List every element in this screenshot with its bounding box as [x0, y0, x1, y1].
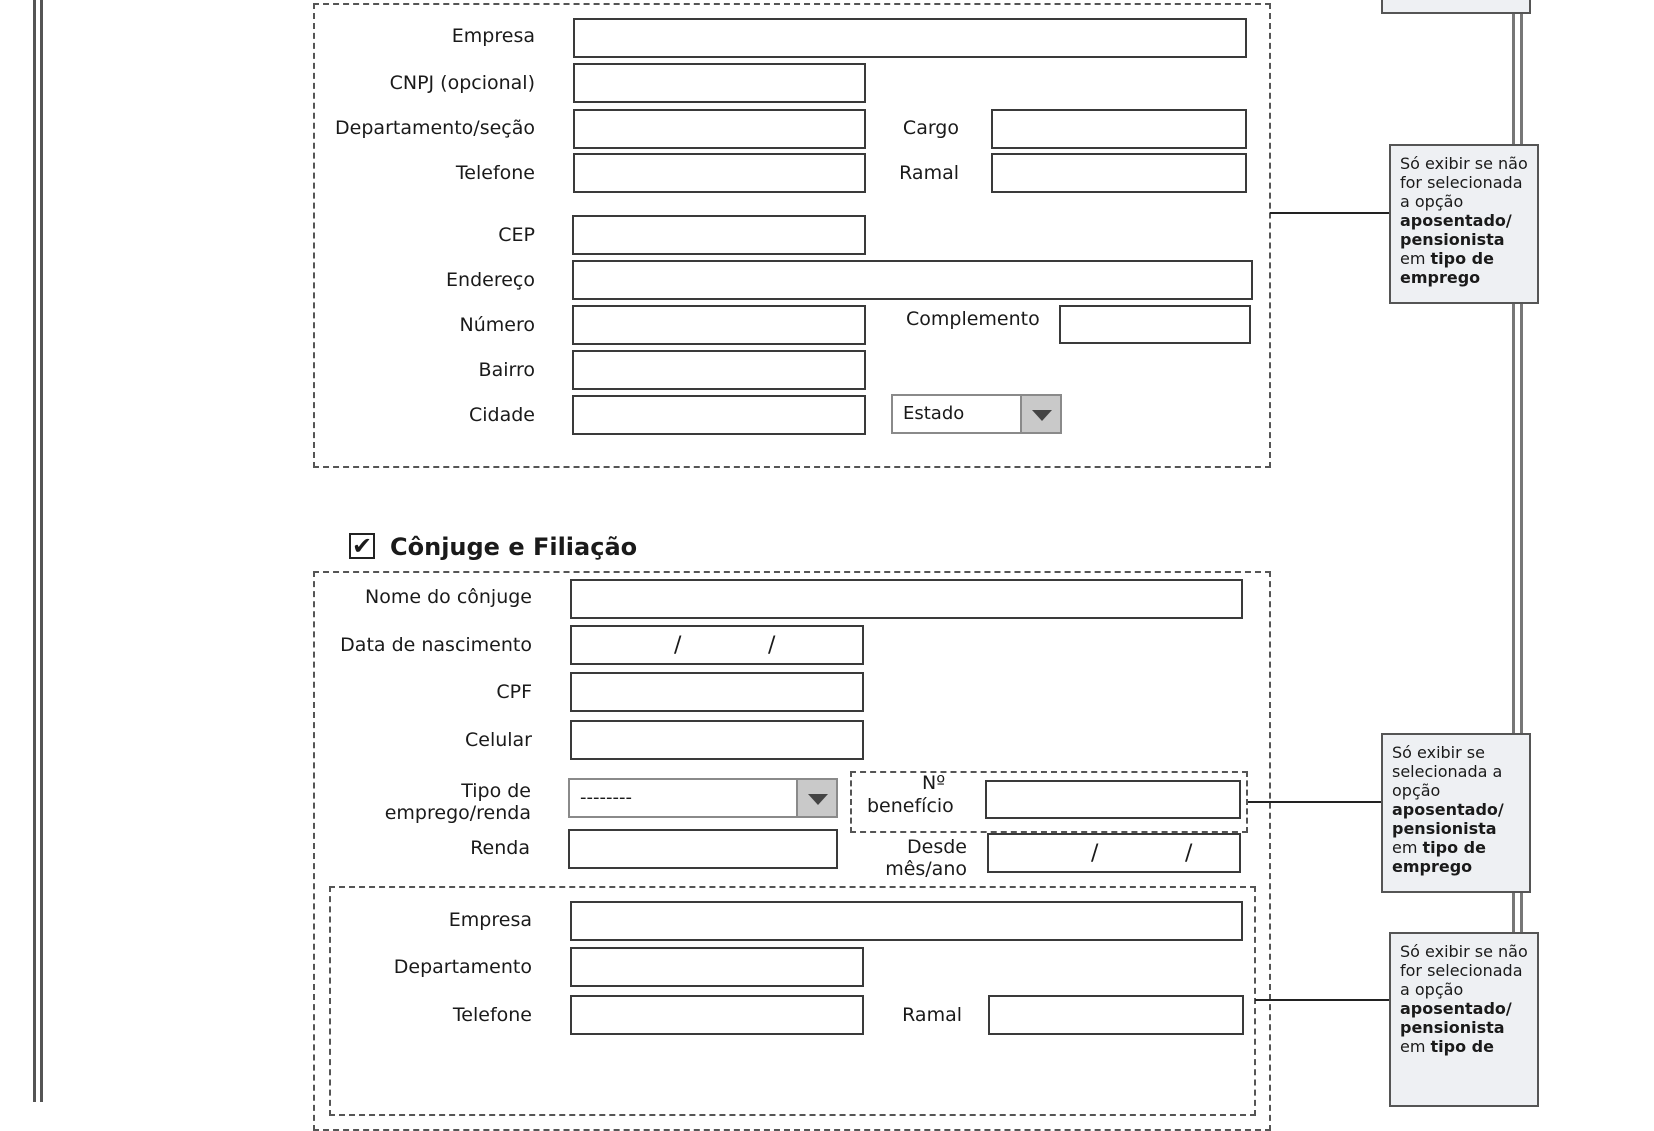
cpf-label: CPF	[496, 681, 532, 703]
numero-label: Número	[459, 314, 535, 336]
note1-line1: Só exibir se não	[1400, 154, 1528, 173]
conjuge-section-title: Cônjuge e Filiação	[390, 533, 638, 561]
note3-connector	[1255, 999, 1390, 1001]
cep-label: CEP	[498, 224, 535, 246]
conjuge-checkbox[interactable]: ✔	[349, 533, 375, 559]
estado-select-value: Estado	[903, 403, 965, 424]
note1-bold2: pensionista	[1400, 230, 1505, 249]
desde-label-1: Desde	[907, 836, 967, 858]
chevron-down-icon[interactable]	[1020, 396, 1060, 432]
conjuge-empresa-input[interactable]	[570, 901, 1243, 941]
cep-input[interactable]	[572, 215, 866, 255]
cargo-label: Cargo	[902, 117, 959, 139]
conjuge-departamento-label: Departamento	[393, 956, 532, 978]
note-partial-top	[1381, 0, 1531, 14]
tipo-emprego-label-2: emprego/renda	[384, 802, 531, 824]
note2-em: em	[1392, 838, 1418, 857]
bairro-input[interactable]	[572, 350, 866, 390]
note3-em: em	[1400, 1037, 1426, 1056]
conjuge-telefone-label: Telefone	[452, 1004, 532, 1026]
conjuge-ramal-label: Ramal	[902, 1004, 962, 1026]
left-border-inner	[40, 0, 43, 1102]
estado-select[interactable]	[891, 394, 1062, 434]
celular-label: Celular	[464, 729, 532, 751]
cidade-label: Cidade	[469, 404, 535, 426]
note2-bold2: pensionista	[1392, 819, 1497, 838]
note2-line2: selecionada a	[1392, 762, 1503, 781]
cidade-input[interactable]	[572, 395, 866, 435]
cargo-input[interactable]	[991, 109, 1247, 149]
conjuge-empresa-label: Empresa	[448, 909, 532, 931]
cnpj-label: CNPJ (opcional)	[389, 72, 535, 94]
tipo-emprego-label-1: Tipo de	[461, 780, 531, 802]
complemento-label: Complemento	[906, 308, 1040, 330]
conjuge-telefone-input[interactable]	[570, 995, 864, 1035]
celular-input[interactable]	[570, 720, 864, 760]
note2-bold1: aposentado/	[1392, 800, 1504, 819]
bairro-label: Bairro	[478, 359, 535, 381]
endereco-label: Endereço	[446, 269, 535, 291]
numero-input[interactable]	[572, 305, 866, 345]
note1-connector	[1270, 212, 1390, 214]
note1-bold4: emprego	[1400, 268, 1481, 287]
empresa-input[interactable]	[573, 18, 1247, 58]
ramal-label: Ramal	[899, 162, 959, 184]
beneficio-input[interactable]	[985, 780, 1241, 819]
date-separator-1: /	[674, 633, 682, 658]
note1-line3: a opção	[1400, 192, 1464, 211]
data-nascimento-label: Data de nascimento	[340, 634, 532, 656]
departamento-label: Departamento/seção	[335, 117, 535, 139]
conjuge-departamento-input[interactable]	[570, 947, 864, 987]
date-separator-4: /	[1185, 841, 1193, 866]
complemento-input[interactable]	[1059, 305, 1251, 344]
note3-line1: Só exibir se não	[1400, 942, 1528, 961]
date-separator-3: /	[1091, 841, 1099, 866]
note2-line3: opção	[1392, 781, 1441, 800]
tipo-emprego-select-value: --------	[580, 787, 632, 808]
note2-connector	[1248, 801, 1382, 803]
departamento-input[interactable]	[573, 109, 866, 149]
tipo-emprego-select[interactable]	[568, 778, 838, 818]
note3-line2: for selecionada	[1400, 961, 1523, 980]
beneficio-label-2: benefício	[867, 795, 954, 817]
left-border-outer	[33, 0, 36, 1102]
note3-bold2: pensionista	[1400, 1018, 1505, 1037]
beneficio-label-1: Nº	[922, 772, 946, 794]
empresa-label: Empresa	[451, 25, 535, 47]
note1-em: em	[1400, 249, 1426, 268]
note2-bold3: tipo de	[1422, 838, 1486, 857]
desde-input[interactable]	[987, 833, 1241, 873]
note3-bold1: aposentado/	[1400, 999, 1512, 1018]
date-separator-2: /	[768, 633, 776, 658]
endereco-input[interactable]	[572, 260, 1253, 300]
telefone-label: Telefone	[455, 162, 535, 184]
telefone-input[interactable]	[573, 153, 866, 193]
cpf-input[interactable]	[570, 672, 864, 712]
note-retired	[1381, 733, 1531, 893]
nome-conjuge-input[interactable]	[570, 579, 1243, 619]
note-not-retired-1	[1389, 144, 1539, 304]
note2-line1: Só exibir se	[1392, 743, 1485, 762]
ramal-input[interactable]	[991, 153, 1247, 193]
note1-line2: for selecionada	[1400, 173, 1523, 192]
note1-bold3: tipo de	[1430, 249, 1494, 268]
nome-conjuge-label: Nome do cônjuge	[365, 586, 532, 608]
renda-input[interactable]	[568, 829, 838, 869]
note1-bold1: aposentado/	[1400, 211, 1512, 230]
note3-bold3: tipo de	[1430, 1037, 1494, 1056]
renda-label: Renda	[470, 837, 530, 859]
data-nascimento-input[interactable]	[570, 625, 864, 665]
note-not-retired-2	[1389, 932, 1539, 1107]
note2-bold4: emprego	[1392, 857, 1473, 876]
cnpj-input[interactable]	[573, 63, 866, 103]
note3-line3: a opção	[1400, 980, 1464, 999]
conjuge-ramal-input[interactable]	[988, 995, 1244, 1035]
desde-label-2: mês/ano	[885, 858, 967, 880]
chevron-down-icon[interactable]	[796, 780, 836, 816]
